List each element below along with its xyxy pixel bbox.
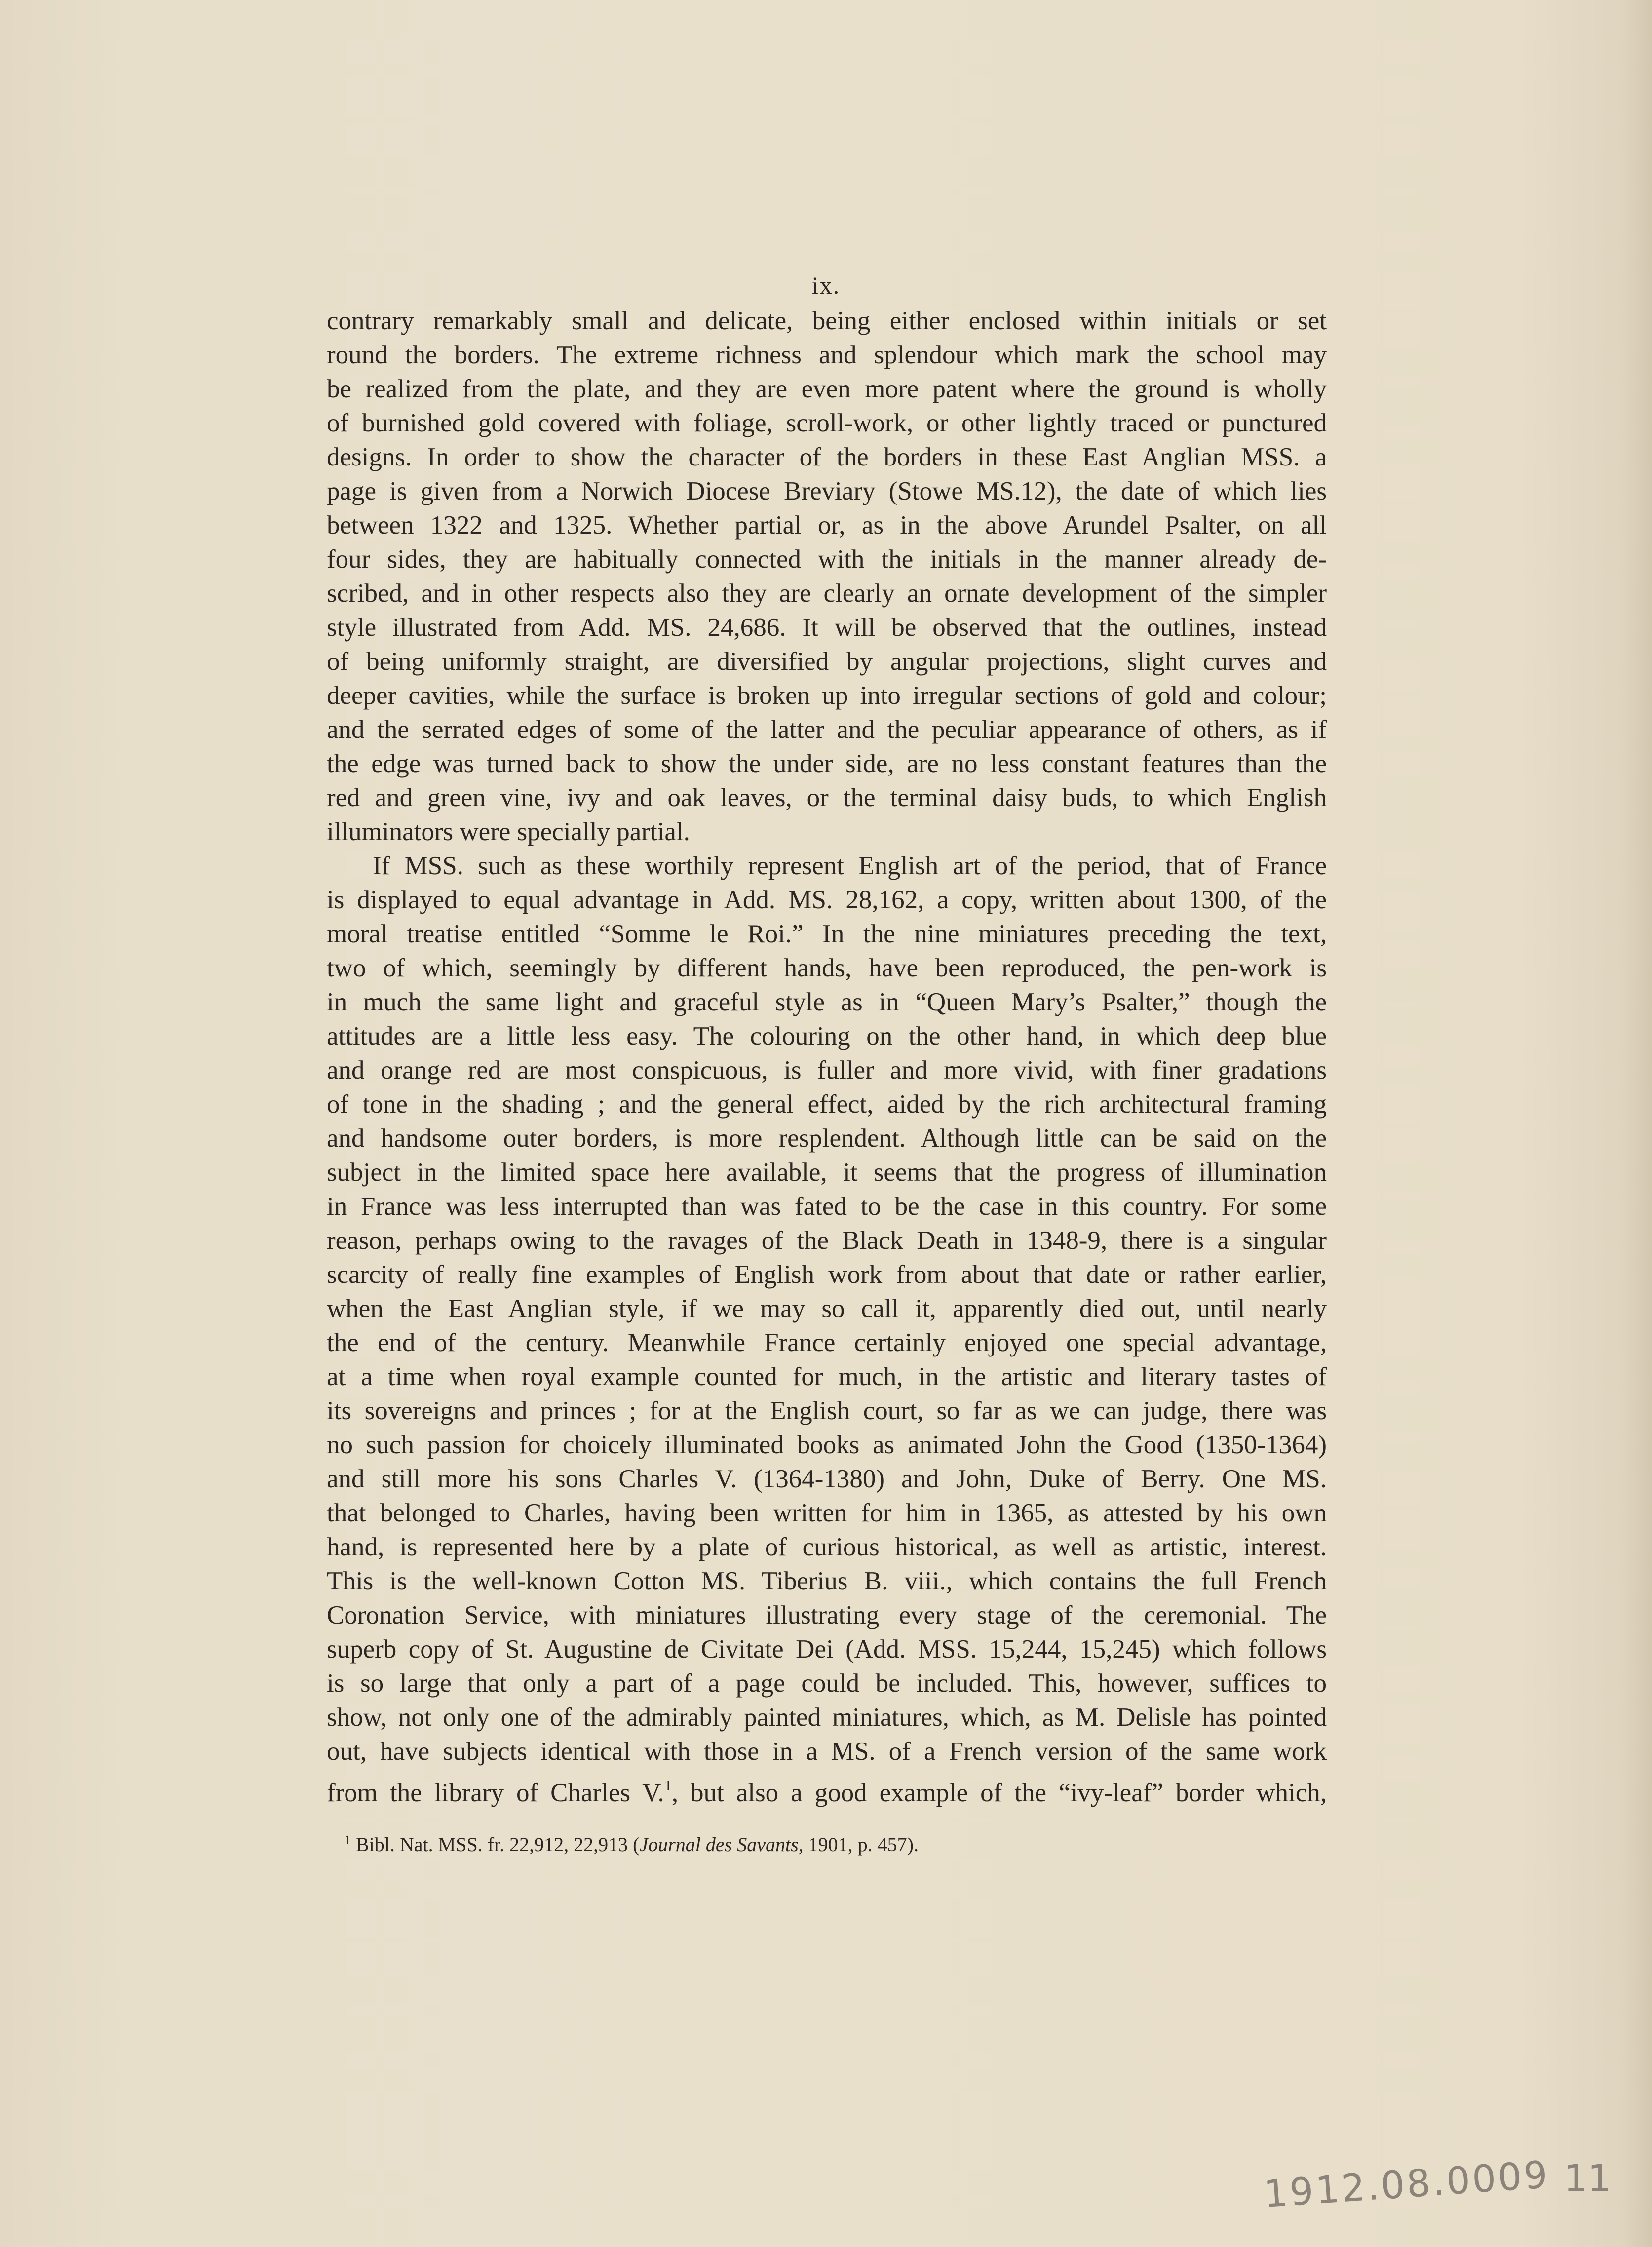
text-line: and the serrated edges of some of the latter and the peculiar appearance of others, as if	[327, 715, 1327, 744]
text-line: scribed, and in other respects also they are clearly an ornate development of the simpler	[327, 579, 1327, 608]
text-line: style illustrated from Add. MS. 24,686. It will be observed that the outlines, instead	[327, 613, 1327, 642]
text-line: two of which, seemingly by different hands, have been reproduced, the pen-work is	[327, 954, 1327, 982]
text-line: four sides, they are habitually connected with the initials in the manner already de-	[327, 545, 1327, 574]
text-line: between 1322 and 1325. Whether partial or, as in the above Arundel Psalter, on all	[327, 511, 1327, 540]
text-line: in much the same light and graceful style as in “Queen Mary’s Psalter,” though the	[327, 988, 1327, 1016]
footnote-text-end: 1901, p. 457).	[803, 1833, 919, 1856]
text-line: red and green vine, ivy and oak leaves, or the terminal daisy buds, to which English	[327, 783, 1327, 812]
text-line: deeper cavities, while the surface is broken up into irregular sections of gold and colour;	[327, 681, 1327, 710]
text-line: contrary remarkably small and delicate, being either enclosed within initials or set	[327, 307, 1327, 335]
footnote-reference: 1	[664, 1778, 672, 1794]
text-line: and handsome outer borders, is more resplendent. Although little can be said on the	[327, 1124, 1327, 1153]
text-line: no such passion for choicely illuminated books as animated John the Good (1350-1364)	[327, 1431, 1327, 1459]
text-line: its sovereigns and princes ; for at the English court, so far as we can judge, there was	[327, 1396, 1327, 1425]
text-line: superb copy of St. Augustine de Civitate Dei (Add. MSS. 15,244, 15,245) which follows	[327, 1635, 1327, 1664]
footnote-journal-title: Journal des Savants,	[639, 1833, 804, 1856]
text-line-end: , but also a good example of the “ivy-leaf” border which,	[671, 1779, 1327, 1807]
text-line: when the East Anglian style, if we may so call it, apparently died out, until nearly	[327, 1294, 1327, 1323]
text-line: and still more his sons Charles V. (1364-1380) and John, Duke of Berry. One MS.	[327, 1465, 1327, 1493]
page-number: ix.	[811, 271, 841, 299]
text-line: attitudes are a little less easy. The colouring on the other hand, in which deep blue	[327, 1022, 1327, 1050]
text-line: scarcity of really fine examples of English work from about that date or rather earlier,	[327, 1260, 1327, 1289]
text-line: Coronation Service, with miniatures illustrating every stage of the ceremonial. The	[327, 1601, 1327, 1629]
text-line	[327, 1769, 1327, 1807]
text-line: designs. In order to show the character of the borders in these East Anglian MSS. a	[327, 443, 1327, 471]
text-line: at a time when royal example counted for much, in the artistic and literary tastes of	[327, 1362, 1327, 1391]
text-line: is displayed to equal advantage in Add. MS. 28,162, a copy, written about 1300, of the	[327, 886, 1327, 914]
text-line: of tone in the shading ; and the general effect, aided by the rich architectural framing	[327, 1090, 1327, 1119]
footnote	[327, 1826, 1327, 1859]
text-line: out, have subjects identical with those in a MS. of a French version of the same work	[327, 1737, 1327, 1766]
text-line: of being uniformly straight, are diversified by angular projections, slight curves and	[327, 647, 1327, 676]
sheet-number: 11	[1564, 2156, 1612, 2200]
text-line: of burnished gold covered with foliage, scroll-work, or other lightly traced or punctured	[327, 409, 1327, 437]
text-line-start: from the library of Charles V.	[327, 1779, 664, 1807]
text-line: subject in the limited space here available, it seems that the progress of illumination	[327, 1158, 1327, 1187]
text-line: This is the well-known Cotton MS. Tiberius B. viii., which contains the full French	[327, 1567, 1327, 1595]
text-line: round the borders. The extreme richness and splendour which mark the school may	[327, 341, 1327, 369]
text-line: hand, is represented here by a plate of curious historical, as well as artistic, interest.	[327, 1533, 1327, 1561]
text-line: show, not only one of the admirably painted miniatures, which, as M. Delisle has pointed	[327, 1703, 1327, 1732]
text-line: the edge was turned back to show the under side, are no less constant features than the	[327, 749, 1327, 778]
text-line: page is given from a Norwich Diocese Breviary (Stowe MS.12), the date of which lies	[327, 477, 1327, 505]
page-edge-shadow	[1622, 0, 1652, 2247]
text-line: moral treatise entitled “Somme le Roi.” In the nine miniatures preceding the text,	[327, 920, 1327, 948]
text-line: be realized from the plate, and they are even more patent where the ground is wholly	[327, 375, 1327, 403]
text-line: is so large that only a part of a page could be included. This, however, suffices to	[327, 1669, 1327, 1698]
text-line: illuminators were specially partial.	[327, 817, 690, 846]
text-line: If MSS. such as these worthily represent English art of the period, that of France	[373, 852, 1327, 880]
accession-number: 1912.08.0009	[1262, 2152, 1551, 2216]
text-line: in France was less interrupted than was fated to be the case in this country. For some	[327, 1192, 1327, 1221]
text-line: that belonged to Charles, having been written for him in 1365, as attested by his own	[327, 1499, 1327, 1527]
footnote-marker: 1	[345, 1833, 351, 1847]
text-line: and orange red are most conspicuous, is fuller and more vivid, with finer gradations	[327, 1056, 1327, 1085]
footnote-text-start: Bibl. Nat. MSS. fr. 22,912, 22,913 (	[351, 1833, 640, 1856]
text-line: the end of the century. Meanwhile France certainly enjoyed one special advantage,	[327, 1328, 1327, 1357]
text-line: reason, perhaps owing to the ravages of the Black Death in 1348-9, there is a singular	[327, 1226, 1327, 1255]
body-text	[327, 304, 1327, 1807]
